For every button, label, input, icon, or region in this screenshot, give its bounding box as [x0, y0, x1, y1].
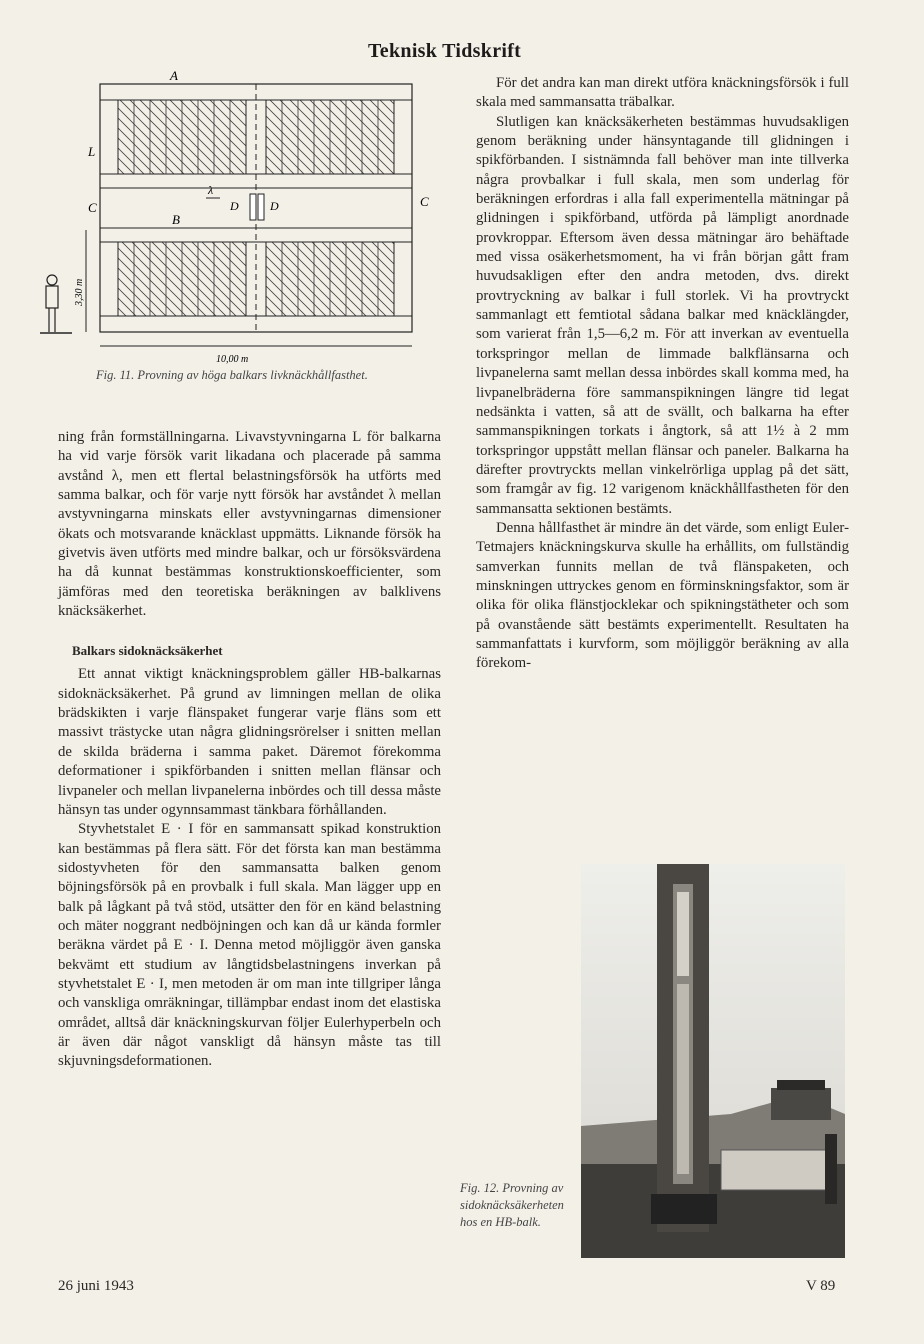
label-lambda: λ: [208, 183, 214, 197]
label-D-right: D: [270, 199, 279, 213]
left-paragraph-2: Ett annat viktigt knäckningsproblem gäller HB-balkarnas sidoknäcksäkerhet. På grund av limningen mellan de olika brädskikten i varje flänspaket fungerar varje fläns som ett massivt trästycke utan några glidningsrörelser i snitten mellan de skilda bräderna i samma paket. Däremot förekomma deformationer i spikförbanden i snitten mellan flänsar och livpaneler och mellan livpanelerna inbördes och till dessa måste hänsyn tas under ogynnsammast tänkbara förhållanden.: [58, 666, 441, 818]
person-icon: [46, 275, 58, 332]
label-C-left: C: [88, 200, 97, 215]
issue-date: 26 juni 1943: [58, 1278, 134, 1294]
label-C-right: C: [420, 194, 429, 209]
figure-11-caption: Fig. 11. Provning av höga balkars livknäckhållfasthet.: [96, 368, 368, 382]
label-B: B: [172, 212, 180, 227]
left-column: [58, 428, 441, 1072]
page-number: V 89: [806, 1278, 836, 1294]
figure-11-diagram: [40, 70, 440, 370]
left-paragraph-1: ning från formställningarna. Livavstyvningarna L för balkarna ha vid varje försök varit likadana och placerade på samma avstånd λ, men ett flertal belastningsförsök ha utförts med samma balkar, och för varje nytt försök har avståndet λ mellan avstyvningarna minskats eller avstyvningarnas dimensioner ökats och motsvarande knäcklast uppmätts. Liknande försök ha givetvis även utförts med mindre balkar, och ur försöksvärdena ha då kunnat bestämmas konstruktionskoefficienter, som jämföras med den teoretiska beräkningen av balklivens knäcksäkerhet.: [58, 429, 441, 620]
journal-title: Teknisk Tidskrift: [368, 40, 522, 62]
label-A: A: [170, 70, 178, 83]
figure-12-caption: Fig. 12. Provning av sidoknäcksäkerheten hos en HB-balk.: [460, 1181, 564, 1229]
label-width: 10,00 m: [216, 354, 249, 365]
left-paragraph-3: Styvhetstalet E · I för en sammansatt spikad konstruktion kan bestämmas på flera sätt. För det första kan man bestämma sidostyvheten för den sammansatta balken genom böjningsförsök på en provbalk i full skala. Man lägger upp en balk på lågkant på två stöd, utsätter den för en känd belastning och mäter noggrant nedböjningen och kan då ur kända formler beräkna värdet på E · I. Denna metod möjliggör även ganska bekvämt ett studium av långtidsbelastningens inverkan på styvhetstalet E · I, men metoden är om man inte tillgriper långa och vanskliga omräkningar, tillämpbar endast inom det elastiska området, alltså där knäckningskurvan följer Eulerhyperbeln och är även där något vanskligt då hänsyn måste tas till skjuvningsdeformationen.: [58, 821, 441, 1070]
right-column: [476, 74, 849, 674]
figure-12-photo: [581, 864, 845, 1258]
right-paragraph-1: För det andra kan man direkt utföra knäckningsförsök i full skala med sammansatta träbalkar.: [476, 75, 849, 111]
label-D-left: D: [230, 199, 239, 213]
right-paragraph-2: Slutligen kan knäcksäkerheten bestämmas huvudsakligen genom beräkning under hänsyntagande till glidningen i spikförbanden. I sistnämnda fall behöver man inte tillverka några provbalkar i full skala, men som underlag för beräkningen erfordras i alla fall experimentella mätningar på glidningen i spikförband, utförda på lämpligt anordnade provkroppar. Eftersom även dessa mätningar äro behäftade med vissa osäkerhetsmoment, ha vi från början gått fram huvudsakligen efter den andra metoden, dvs. direkt provtryckning av balkar i full storlek. Vi ha provtryckt sammanlagt ett femtiotal sådana balkar med knäcklängder, som varierat från 1,5—6,2 m. För att inverkan av eventuella torkspringor mellan de limmade balkflänsarna och livpanelerna samt mellan dessa inbördes skall komma med, ha livpanelbräderna före sammanspikningen längre tid legat nedsänkta i vatten, så att de svällt, och balkarna ha efter sammanspikningen torkats i ångtork, så att 1½ à 2 mm torkspringor uppstått mellan flänsar och paneler. Balkarna ha därefter provtryckts mellan vinkelrörliga upplag på det sätt, som framgår av fig. 12 varigenom knäckhållfastheten för den sammansatta sektionen bestämts.: [476, 113, 849, 517]
right-paragraph-3: Denna hållfasthet är mindre än det värde, som enligt Euler-Tetmajers knäckningskurva skulle ha erhållits, om fullständig samverkan funnits mellan de två flänspaketen, och minskningen uttryckes genom en förminskningsfaktor, som är olika för olika flänstjocklekar och spikningstätheter och som på ovanstående sätt bestämts experimentellt. Resultaten ha sammanfattats i kurvform, som möjliggör beräkning av alla förekom-: [476, 519, 849, 672]
label-height: 3,30 m: [74, 278, 85, 306]
section-heading: Balkars sidoknäcksäkerhet: [72, 643, 223, 659]
label-L: L: [88, 144, 96, 159]
